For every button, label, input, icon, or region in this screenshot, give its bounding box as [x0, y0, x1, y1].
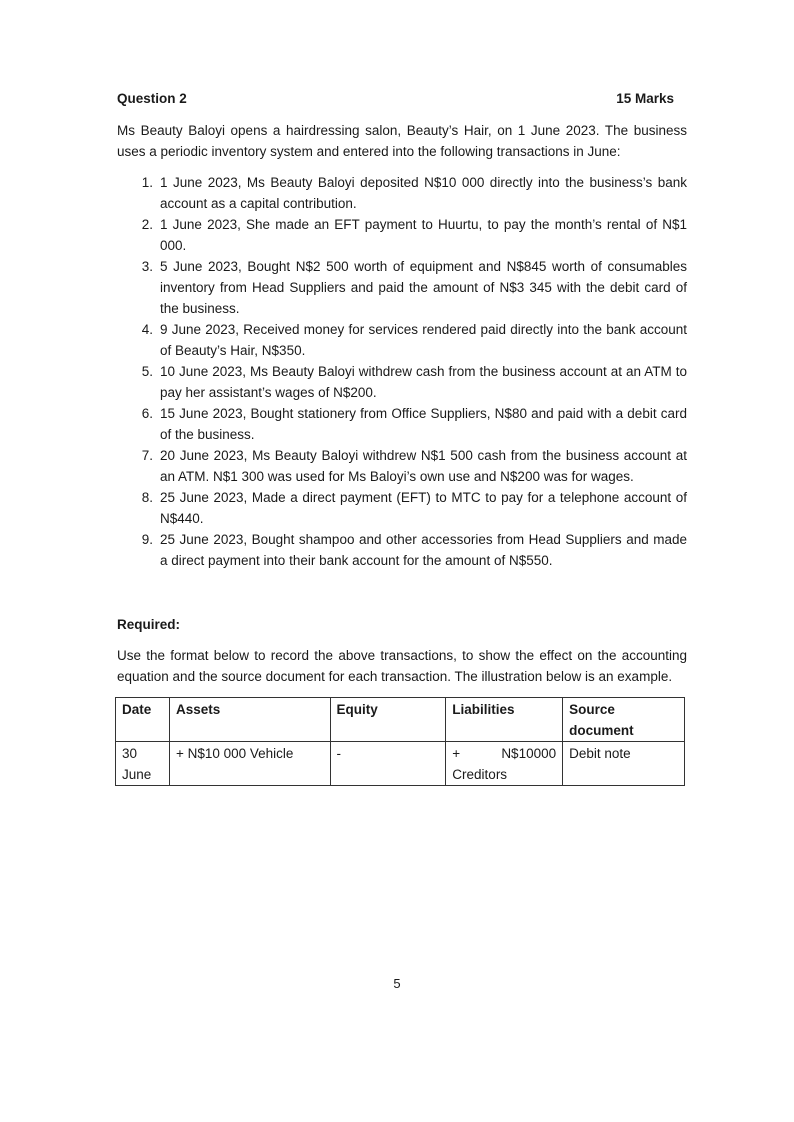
item-text: 1 June 2023, Ms Beauty Baloyi deposited N$10 000 directly into the business’s bank account as a capital contribution.	[160, 175, 687, 211]
list-item	[117, 319, 687, 361]
question-header	[117, 91, 674, 106]
item-text: 20 June 2023, Ms Beauty Baloyi withdrew N$1 500 cash from the business account at an ATM. N$1 300 was used for Ms Baloyi’s own use and N$200 was for wages.	[160, 448, 687, 484]
table-header-row	[116, 698, 685, 742]
list-item	[117, 172, 687, 214]
intro-paragraph: Ms Beauty Baloyi opens a hairdressing salon, Beauty’s Hair, on 1 June 2023. The business uses a periodic inventory system and entered into the following transactions in June:	[117, 123, 687, 159]
item-text: 15 June 2023, Bought stationery from Office Suppliers, N$80 and paid with a debit card of the business.	[160, 406, 687, 442]
header-equity: Equity	[330, 698, 446, 742]
item-number: 1.	[141, 175, 153, 190]
question-title: Question 2	[117, 91, 187, 106]
transaction-list	[117, 172, 687, 571]
liabilities-account: Creditors	[452, 767, 508, 782]
item-number: 3.	[141, 259, 153, 274]
item-number: 6.	[141, 406, 153, 421]
required-instruction: Use the format below to record the above transactions, to show the effect on the accounting equation and the source document for each transaction. The illustration below is an example.	[117, 648, 687, 684]
cell-assets: + N$10 000 Vehicle	[169, 742, 330, 786]
item-number: 7.	[141, 448, 153, 463]
item-text: 25 June 2023, Made a direct payment (EFT) to MTC to pay for a telephone account of N$440.	[160, 490, 687, 526]
list-item	[117, 487, 687, 529]
table-row	[116, 742, 685, 786]
list-item	[117, 445, 687, 487]
header-source-document: Source document	[563, 698, 685, 742]
header-liabilities: Liabilities	[446, 698, 563, 742]
list-item	[117, 256, 687, 319]
item-number: 2.	[141, 217, 153, 232]
header-date: Date	[116, 698, 170, 742]
example-table	[115, 697, 685, 786]
item-text: 5 June 2023, Bought N$2 500 worth of equipment and N$845 worth of consumables inventory from Head Suppliers and paid the amount of N$3 345 with the debit card of the business.	[160, 259, 687, 316]
page-number: 5	[393, 976, 401, 991]
list-item	[117, 529, 687, 571]
liabilities-amount: N$10000	[501, 746, 557, 761]
cell-source-document: Debit note	[563, 742, 685, 786]
item-text: 25 June 2023, Bought shampoo and other accessories from Head Suppliers and made a direct payment into their bank account for the amount of N$550.	[160, 532, 687, 568]
liabilities-sign: +	[452, 746, 461, 761]
header-assets: Assets	[169, 698, 330, 742]
cell-liabilities	[446, 742, 563, 786]
question-marks: 15 Marks	[616, 91, 674, 106]
cell-equity: -	[330, 742, 446, 786]
item-number: 8.	[141, 490, 153, 505]
item-number: 9.	[141, 532, 153, 547]
item-text: 1 June 2023, She made an EFT payment to Huurtu, to pay the month’s rental of N$1 000.	[160, 217, 687, 253]
item-text: 10 June 2023, Ms Beauty Baloyi withdrew cash from the business account at an ATM to pay her assistant’s wages of N$200.	[160, 364, 687, 400]
list-item	[117, 403, 687, 445]
item-text: 9 June 2023, Received money for services rendered paid directly into the bank account of Beauty’s Hair, N$350.	[160, 322, 687, 358]
item-number: 5.	[141, 364, 153, 379]
liabilities-amount-line	[452, 743, 556, 764]
item-number: 4.	[141, 322, 153, 337]
cell-date: 30 June	[116, 742, 170, 786]
list-item	[117, 214, 687, 256]
required-heading: Required:	[117, 617, 181, 632]
list-item	[117, 361, 687, 403]
